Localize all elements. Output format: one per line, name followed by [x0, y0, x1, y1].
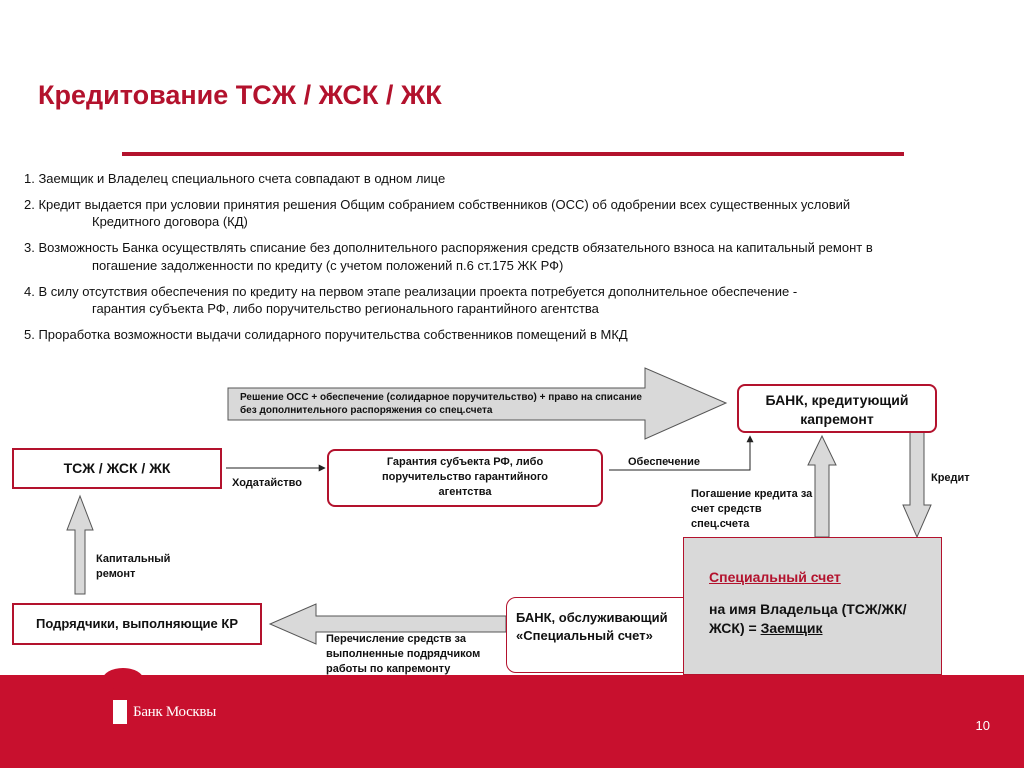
repair-label: Капитальный ремонт [96, 553, 171, 580]
special-account-panel [683, 537, 942, 675]
security-label: Обеспечение [628, 456, 700, 468]
logo-mark-icon [113, 700, 127, 724]
petition-label: Ходатайство [232, 477, 302, 489]
list-item-text: 5. Проработка возможности выдачи солидарного поручительства собственников помещений в МКД [24, 326, 628, 342]
credit-arrow [903, 432, 931, 537]
owner-text: на имя Владельца (ТСЖ/ЖК/ЖСК) = [709, 601, 907, 636]
bank-creditor-label: БАНК, кредитующий капремонт [765, 392, 909, 427]
repair-arrow [67, 496, 93, 594]
list-item-continuation: Кредитного договора (КД) [92, 214, 248, 230]
list-item-continuation: погашение задолженности по кредиту (с учетом положений п.6 ст.175 ЖК РФ) [92, 257, 564, 273]
contractors-label: Подрядчики, выполняющие КР [35, 616, 238, 631]
contractors-box [12, 603, 262, 645]
page-title: Кредитование ТСЖ / ЖСК / ЖК [38, 80, 442, 110]
tszh-label: ТСЖ / ЖСК / ЖК [63, 460, 171, 476]
bank-creditor-box [737, 384, 937, 433]
list-item-text: 4. В силу отсутствия обеспечения по кредиту на первом этапе реализации проекта потребуется дополнительное обеспечение - [24, 283, 798, 299]
repayment-label: Погашение кредита за счет средств спец.счета [691, 488, 813, 530]
borrower-text: Заемщик [760, 620, 823, 636]
special-account-title: Специальный счет [709, 569, 841, 585]
guarantee-label: Гарантия субъекта РФ, либо поручительство гарантийного агентства [382, 456, 548, 498]
transfer-label: Перечисление средств за выполненные подрядчиком работы по капремонту [326, 633, 481, 675]
list-item-continuation: гарантия субъекта РФ, либо поручительство регионального гарантийного агентства [92, 300, 599, 316]
credit-label: Кредит [931, 472, 970, 484]
tszh-box [12, 448, 222, 489]
page-number: 10 [975, 718, 990, 733]
list-item-text: 2. Кредит выдается при условии принятия решения Общим собранием собственников (ОСС) об одобрении всех существенных условий [24, 196, 851, 212]
list-item-text: 1. Заемщик и Владелец специального счета совпадают в одном лице [24, 171, 446, 186]
logo-text: Банк Москвы [133, 703, 216, 720]
list-item-text: 3. Возможность Банка осуществлять списание без дополнительного распоряжения средств обязательного взноса на капитальный ремонт в [24, 240, 873, 256]
decision-arrow-label: Решение ОСС + обеспечение (солидарное поручительство) + право на списание без дополнительного распоряжения со спец.счета [240, 392, 642, 416]
bank-servicing-label: БАНК, обслуживающий «Специальный счет» [516, 610, 668, 643]
special-account-owner [709, 600, 935, 638]
bank-servicing-box [506, 597, 706, 673]
footer-notch [103, 668, 143, 690]
guarantee-box [327, 449, 603, 507]
bank-logo [113, 700, 216, 724]
